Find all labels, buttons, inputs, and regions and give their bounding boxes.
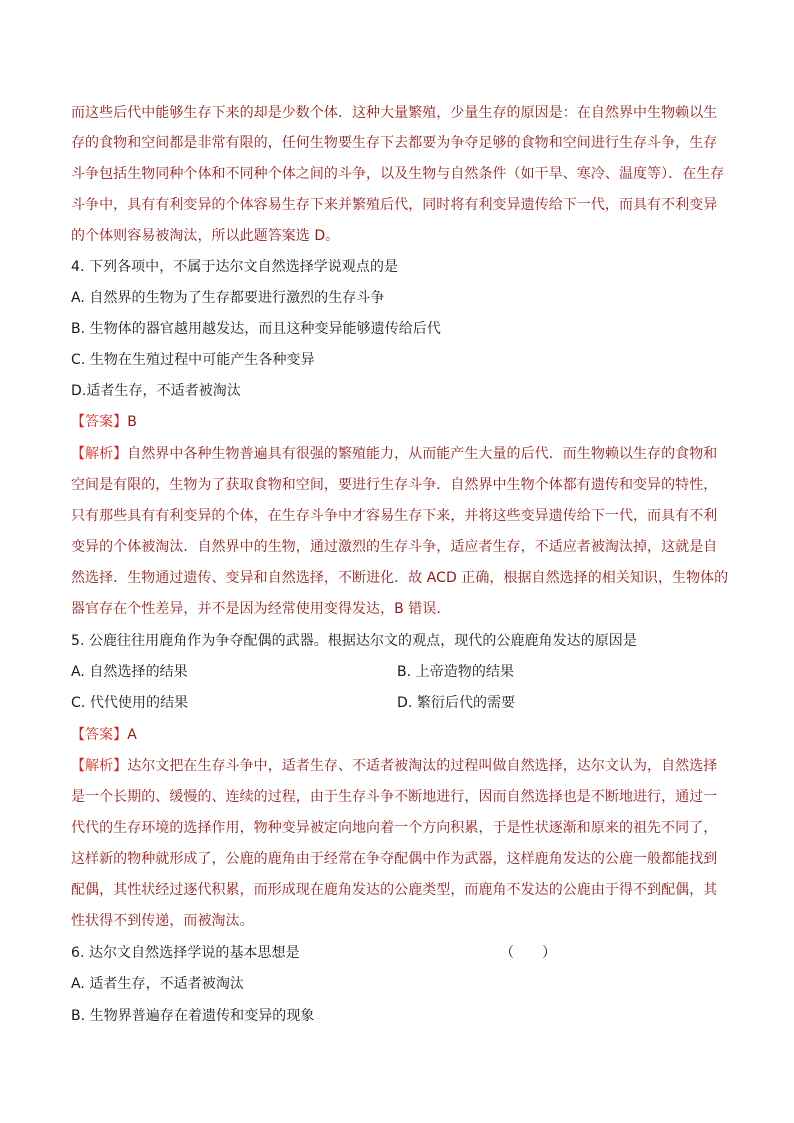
q5-option-c: C. 代代使用的结果 xyxy=(71,695,189,711)
q4-option-c: C. 生物在生殖过程中可能产生各种变异 xyxy=(71,352,315,368)
analysis-text: 达尔文把在生存斗争中，适者生存、不适者被淘汰的过程叫做自然选择，达尔文认为，自然选择 xyxy=(127,758,718,774)
answer-tag: 【答案】 xyxy=(71,414,128,430)
q4-analysis-line: 然选择．生物通过遗传、变异和自然选择，不断进化．故 ACD 正确，根据自然选择的相关知识，生物体的 xyxy=(71,570,729,586)
q5-analysis-first xyxy=(71,756,717,776)
q6-option-b: B. 生物界普遍存在着遗传和变异的现象 xyxy=(71,1008,315,1024)
analysis-tag: 【解析】 xyxy=(71,446,128,462)
q5-stem: 5. 公鹿往往用鹿角作为争夺配偶的武器。根据达尔文的观点，现代的公鹿鹿角发达的原因是 xyxy=(71,633,637,649)
q5-analysis-line: 是一个长期的、缓慢的、连续的过程，由于生存斗争不断地进行，因而自然选择也是不断地进行，通过一 xyxy=(71,789,718,805)
analysis-text: 自然界中各种生物普遍具有很强的繁殖能力，从而能产生大量的后代．而生物赖以生存的食物和 xyxy=(127,446,718,462)
q5-option-b: B. 上帝造物的结果 xyxy=(397,664,515,680)
q4-analysis-line: 只有那些具有有利变异的个体，在生存斗争中才容易生存下来，并将这些变异遗传给下一代，而具有不利 xyxy=(71,508,718,524)
answer-value: A xyxy=(127,727,137,743)
q4-option-b: B. 生物体的器官越用越发达，而且这种变异能够遗传给后代 xyxy=(71,321,441,337)
q5-analysis-line: 配偶，其性状经过逐代积累，而形成现在鹿角发达的公鹿类型，而鹿角不发达的公鹿由于得不到配偶，其 xyxy=(71,882,718,898)
q6-answer-bracket: （ ） xyxy=(500,945,557,961)
answer-value: B xyxy=(127,414,137,430)
q5-answer xyxy=(71,725,137,745)
analysis-tag: 【解析】 xyxy=(71,758,128,774)
q5-option-d: D. 繁衍后代的需要 xyxy=(397,695,516,711)
q4-answer xyxy=(71,412,137,432)
q4-option-a: A. 自然界的生物为了生存都要进行激烈的生存斗争 xyxy=(71,290,385,306)
q5-option-a: A. 自然选择的结果 xyxy=(71,664,188,680)
prev-analysis-line: 斗争中，具有有利变异的个体容易生存下来并繁殖后代，同时将有利变异遗传给下一代，而具有不利变异 xyxy=(71,197,718,213)
q6-option-a: A. 适者生存，不适者被淘汰 xyxy=(71,976,244,992)
q5-analysis-line: 代代的生存环境的选择作用，物种变异被定向地向着一个方向积累，于是性状逐渐和原来的祖先不同了， xyxy=(71,820,718,836)
prev-analysis-line: 斗争包括生物同种个体和不同种个体之间的斗争，以及生物与自然条件（如干旱、寒冷、温度等）．在生存 xyxy=(71,166,725,182)
q5-analysis-line: 性状得不到传递，而被淘汰。 xyxy=(71,913,254,929)
q4-analysis-line: 器官存在个性差异，并不是因为经常使用变得发达，B 错误． xyxy=(71,601,451,617)
q4-option-d: D.适者生存，不适者被淘汰 xyxy=(71,383,241,399)
answer-tag: 【答案】 xyxy=(71,727,128,743)
q4-analysis-line: 变异的个体被淘汰．自然界中的生物，通过激烈的生存斗争，适应者生存，不适应者被淘汰掉，这就是自 xyxy=(71,539,718,555)
q4-analysis-first xyxy=(71,444,717,464)
prev-analysis-line: 的个体则容易被淘汰，所以此题答案选 D。 xyxy=(71,228,340,244)
q4-stem: 4. 下列各项中，不属于达尔文自然选择学说观点的是 xyxy=(71,259,399,275)
q4-analysis-line: 空间是有限的，生物为了获取食物和空间，要进行生存斗争．自然界中生物个体都有遗传和变异的特性， xyxy=(71,477,718,493)
q5-analysis-line: 这样新的物种就形成了，公鹿的鹿角由于经常在争夺配偶中作为武器，这样鹿角发达的公鹿一般都能找到 xyxy=(71,851,718,867)
prev-analysis-line: 存的食物和空间都是非常有限的，任何生物要生存下去都要为争夺足够的食物和空间进行生存斗争，生存 xyxy=(71,135,718,151)
q6-stem: 6. 达尔文自然选择学说的基本思想是 xyxy=(71,945,300,961)
prev-analysis-line: 而这些后代中能够生存下来的却是少数个体．这种大量繁殖，少量生存的原因是：在自然界中生物赖以生 xyxy=(71,105,718,121)
